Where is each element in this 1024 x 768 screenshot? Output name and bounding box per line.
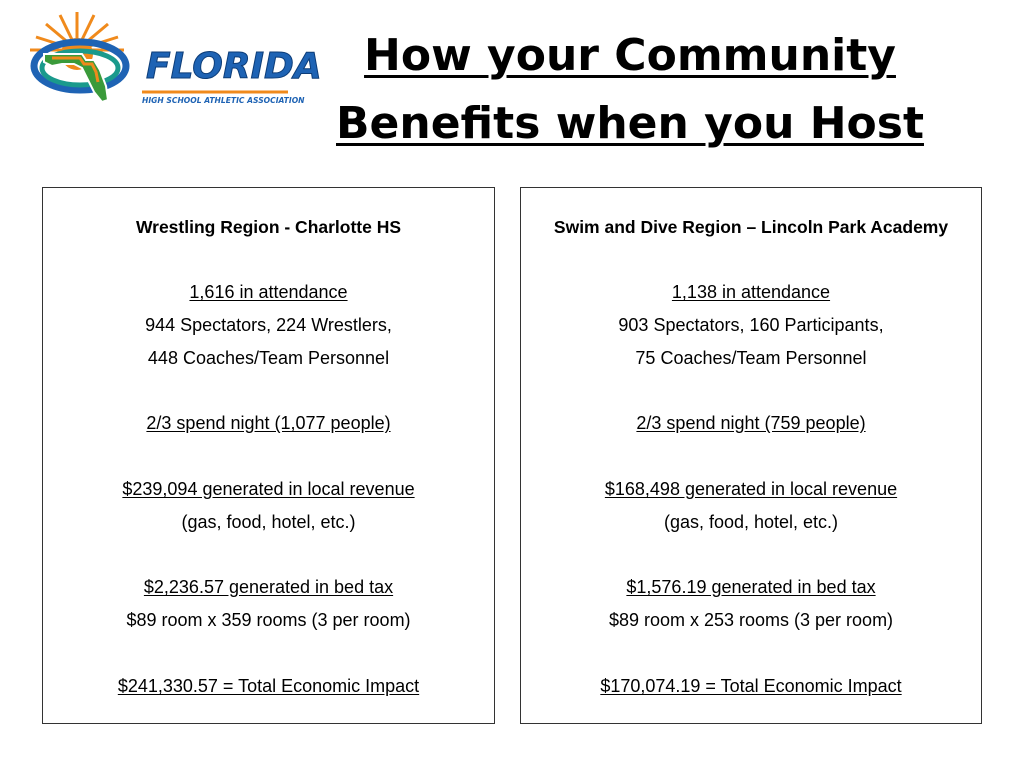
attendance-breakdown-1: 944 Spectators, 224 Wrestlers, — [145, 315, 392, 335]
local-revenue: $168,498 generated in local revenue — [604, 479, 898, 499]
wrestling-region-panel — [42, 187, 495, 724]
overnight-stay: 2/3 spend night (1,077 people) — [146, 413, 391, 433]
attendance-breakdown-2: 448 Coaches/Team Personnel — [147, 348, 390, 368]
logo-tagline: HIGH SCHOOL ATHLETIC ASSOCIATION — [142, 96, 305, 105]
panel-heading: Swim and Dive Region – Lincoln Park Academy — [553, 217, 949, 237]
overnight-stay: 2/3 spend night (759 people) — [636, 413, 866, 433]
title-line-2: Benefits when you Host — [336, 98, 924, 149]
swim-dive-region-panel — [520, 187, 982, 724]
page-title — [330, 22, 930, 158]
bed-tax: $2,236.57 generated in bed tax — [143, 577, 394, 597]
revenue-note: (gas, food, hotel, etc.) — [663, 512, 839, 532]
bed-tax-note: $89 room x 253 rooms (3 per room) — [608, 610, 894, 630]
attendance-total: 1,138 in attendance — [671, 282, 831, 302]
bed-tax: $1,576.19 generated in bed tax — [626, 577, 876, 597]
attendance-breakdown-1: 903 Spectators, 160 Participants, — [618, 315, 884, 335]
revenue-note: (gas, food, hotel, etc.) — [181, 512, 356, 532]
panel-heading: Wrestling Region - Charlotte HS — [135, 217, 402, 237]
attendance-breakdown-2: 75 Coaches/Team Personnel — [635, 348, 867, 368]
total-economic-impact: $170,074.19 = Total Economic Impact — [600, 676, 902, 696]
attendance-total: 1,616 in attendance — [189, 282, 348, 302]
fhsaa-logo — [22, 8, 322, 108]
logo-wordmark: FLORIDA — [146, 46, 322, 87]
local-revenue: $239,094 generated in local revenue — [122, 479, 415, 499]
title-line-1: How your Community — [364, 30, 896, 81]
total-economic-impact: $241,330.57 = Total Economic Impact — [117, 676, 420, 696]
bed-tax-note: $89 room x 359 rooms (3 per room) — [126, 610, 411, 630]
fhsaa-logo-graphic — [22, 8, 322, 108]
